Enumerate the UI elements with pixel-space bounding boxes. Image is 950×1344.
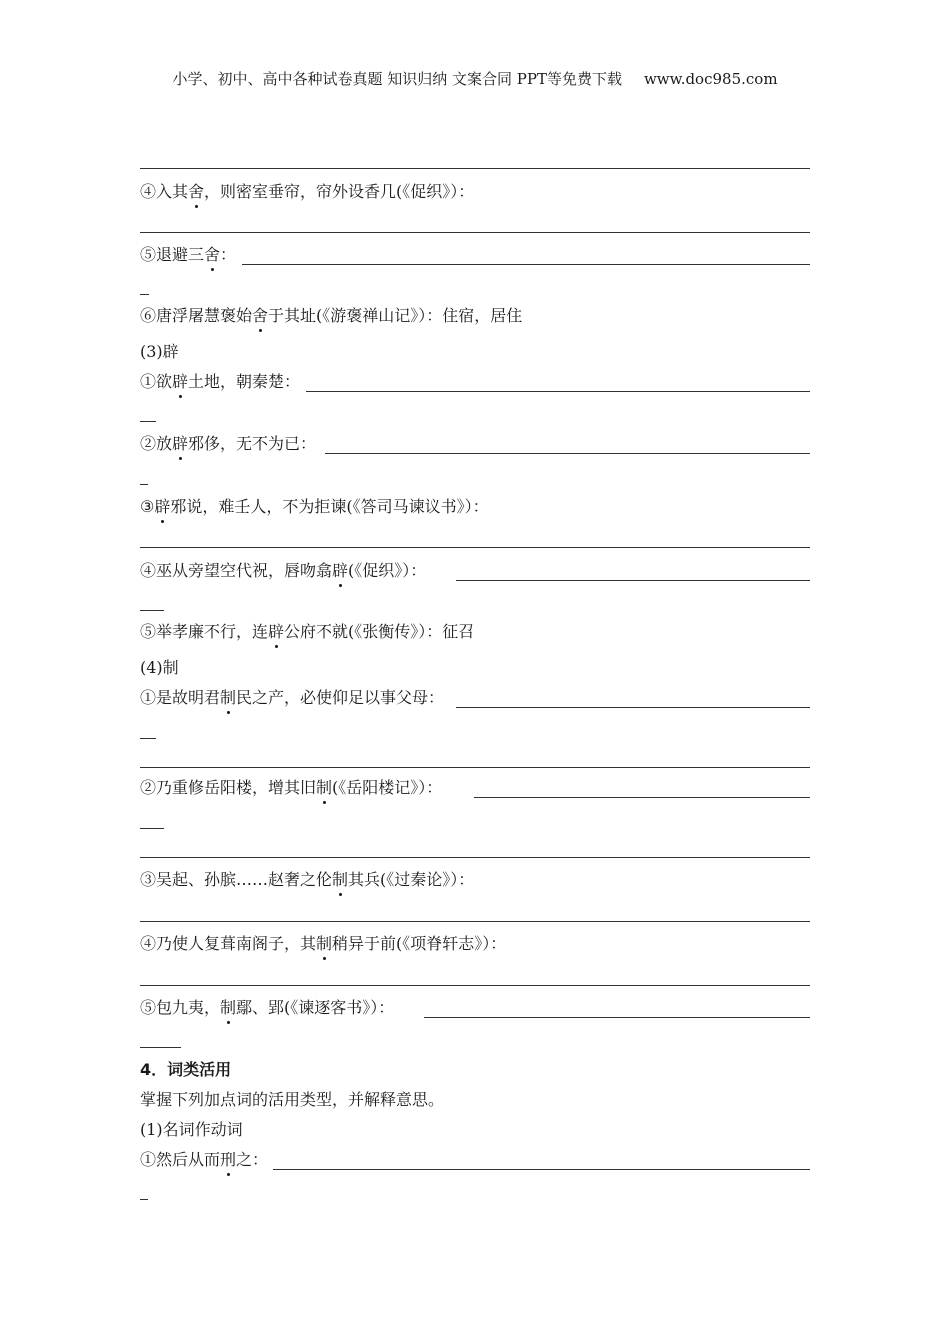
page-header [0, 68, 950, 89]
answer-line [424, 1017, 810, 1018]
answer-line [456, 707, 810, 708]
dotted-word: 辟 [154, 497, 171, 516]
instruction-text: 掌握下列加点词的活用类型，并解释意思。 [140, 1090, 445, 1109]
source-title: 《促织》 [354, 561, 403, 580]
answer-line-fragment [140, 1047, 181, 1048]
dotted-word: 制 [316, 778, 333, 797]
section-heading-zhi: (4)制 [140, 658, 179, 677]
source-title: 《促织》 [402, 182, 451, 201]
dotted-word: 舍 [252, 306, 269, 325]
dotted-word: 制 [220, 998, 237, 1017]
dotted-word: 制 [220, 688, 237, 707]
answer-line [242, 264, 810, 265]
question-zhi-5: ⑤包九夷，制鄢、郢(《谏逐客书》）： [140, 998, 395, 1017]
question-zhi-1: ①是故明君制民之产，必使仰足以事父母： [140, 688, 445, 707]
answer-line-fragment [140, 1199, 148, 1200]
header-url: www.doc985.com [643, 70, 778, 88]
question-pi-5: ⑤举孝廉不行，连辟公府不就(《张衡传》）：征召 [140, 622, 475, 641]
dotted-word: 辟 [268, 622, 285, 641]
answer-line [273, 1169, 810, 1170]
dotted-word: 制 [316, 934, 333, 953]
dotted-word: 刑 [220, 1150, 237, 1169]
answer-line [325, 453, 810, 454]
question-pi-1: ①欲辟土地，朝秦楚： [140, 372, 301, 391]
question-xing-1: ①然后从而刑之： [140, 1150, 269, 1169]
source-title: 《谏逐客书》 [290, 998, 371, 1017]
dotted-word: 舍 [188, 182, 205, 201]
answer-line-fragment [140, 294, 149, 295]
answer-line-fragment [140, 738, 156, 739]
answer-line [140, 547, 810, 548]
question-zhi-4: ④乃使人复葺南阁子，其制稍异于前(《项脊轩志》）： [140, 934, 507, 953]
dotted-word: 舍 [204, 245, 221, 264]
answer-line [306, 391, 810, 392]
answer-line [140, 168, 810, 169]
section-heading-pi: (3)辟 [140, 342, 179, 361]
answer-line [140, 985, 810, 986]
section-title-word-class: 4．词类活用 [140, 1060, 232, 1079]
question-she-6: ⑥唐浮屠慧褒始舍于其址(《游褒禅山记》）：住宿，居住 [140, 306, 523, 325]
source-title: 《过秦论》 [386, 870, 451, 889]
source-title: 《游褒禅山记》 [322, 306, 419, 325]
answer-line [140, 232, 810, 233]
answer-line-fragment [140, 484, 148, 485]
question-zhi-2: ②乃重修岳阳楼，增其旧制(《岳阳楼记》）： [140, 778, 443, 797]
source-title: 《岳阳楼记》 [338, 778, 419, 797]
question-she-4: ④入其舍，则密室垂帘，帘外设香几(《促织》）： [140, 182, 475, 201]
answer-line [456, 580, 810, 581]
source-title: 《张衡传》 [354, 622, 419, 641]
source-title: 《项脊轩志》 [402, 934, 483, 953]
answer-line [474, 797, 810, 798]
source-title: 《答司马谏议书》 [352, 497, 465, 516]
question-pi-2: ②放辟邪侈，无不为已： [140, 434, 317, 453]
answer-line [140, 857, 810, 858]
question-pi-3: ③辟邪说，难壬人，不为拒谏(《答司马谏议书》）： [140, 497, 489, 516]
question-zhi-3: ③吴起、孙膑……赵奢之伦制其兵(《过秦论》）： [140, 870, 475, 889]
dotted-word: 辟 [172, 434, 189, 453]
header-text: 小学、初中、高中各种试卷真题 知识归纳 文案合同 PPT等免费下载 [172, 70, 622, 88]
answer-line [140, 767, 810, 768]
subsection-heading: (1)名词作动词 [140, 1120, 243, 1139]
answer-line-fragment [140, 421, 156, 422]
dotted-word: 辟 [172, 372, 189, 391]
dotted-word: 辟 [332, 561, 349, 580]
question-pi-4: ④巫从旁望空代祝，唇吻翕辟(《促织》）： [140, 561, 427, 580]
question-she-5: ⑤退避三舍： [140, 245, 237, 264]
dotted-word: 制 [332, 870, 349, 889]
answer-line-fragment [140, 828, 164, 829]
answer-line [140, 921, 810, 922]
answer-line-fragment [140, 610, 164, 611]
